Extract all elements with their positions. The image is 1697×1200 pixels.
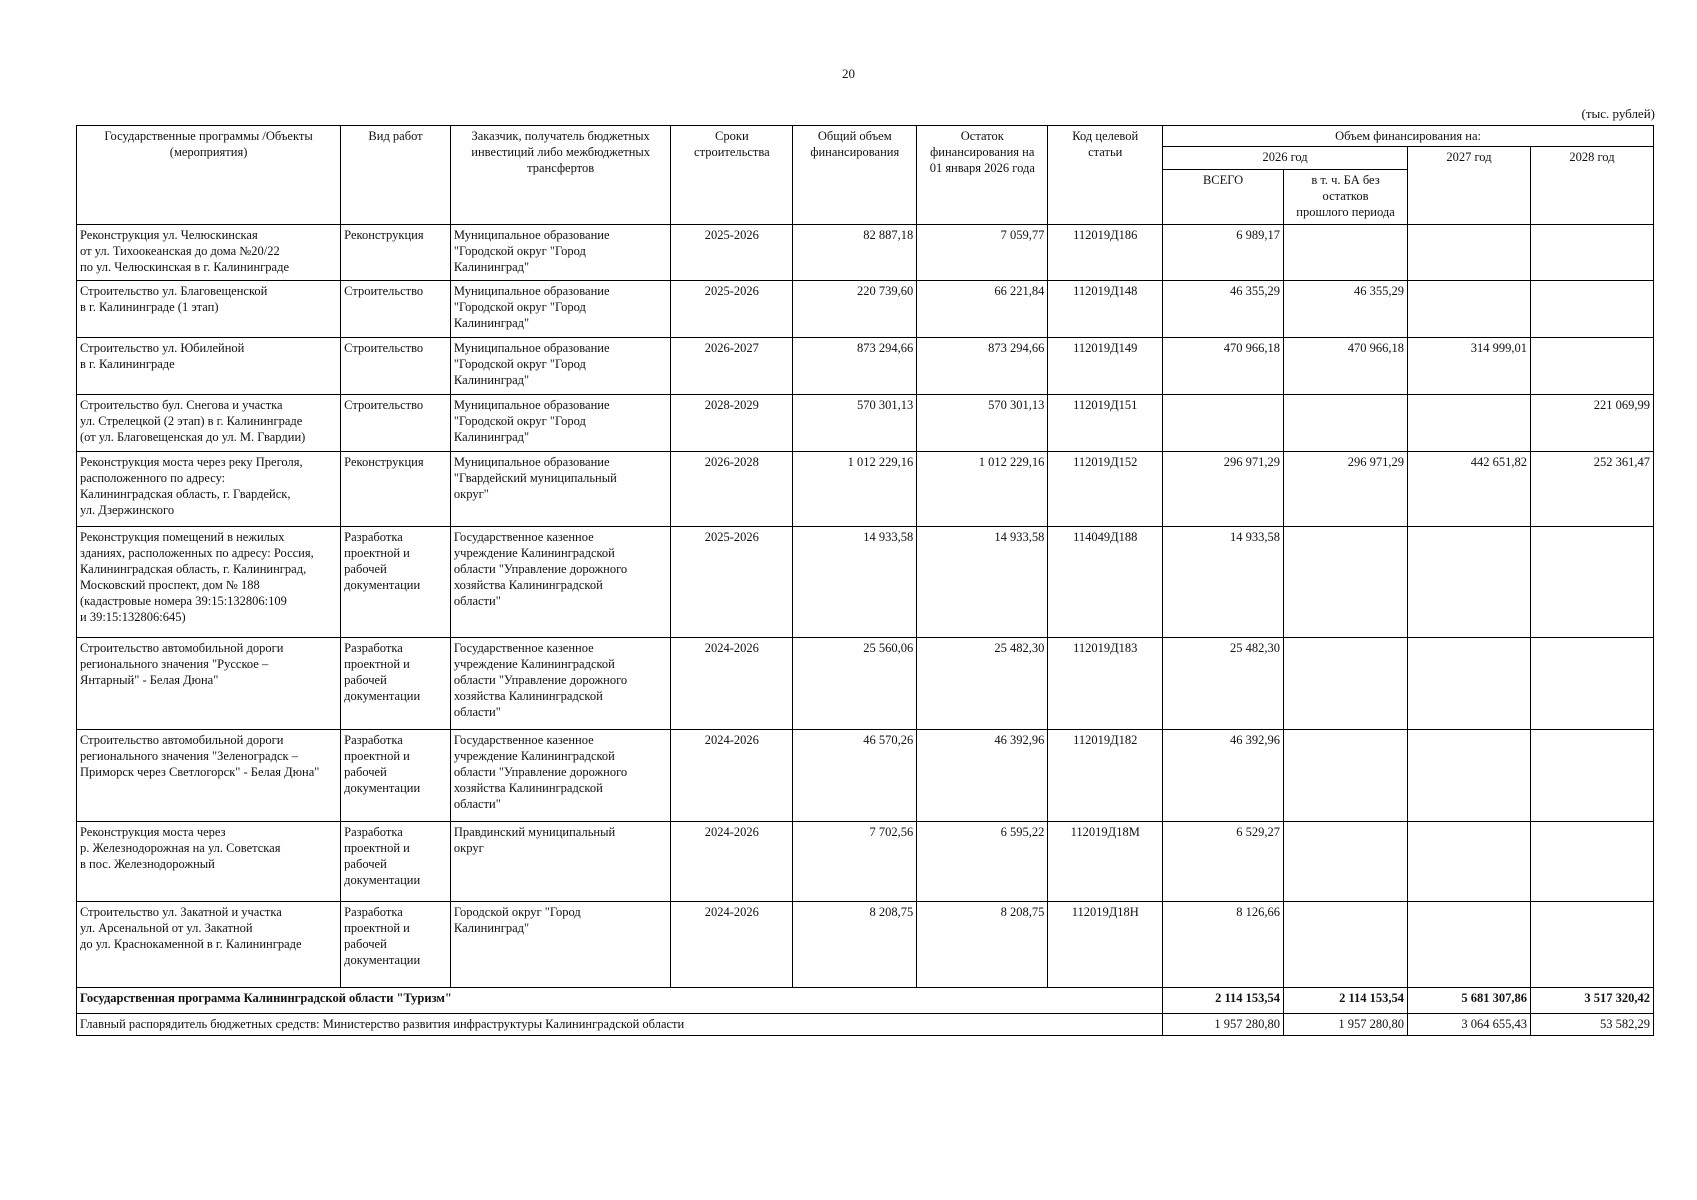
- year-2026-ba: [1284, 638, 1408, 730]
- header-remainder: Остаток финансирования на 01 января 2026 года: [917, 126, 1048, 225]
- budget-manager-label: Главный распорядитель бюджетных средств: Министерство развития инфраструктуры Калининградской области: [77, 1014, 1163, 1036]
- year-2027: [1408, 281, 1531, 338]
- remainder: 14 933,58: [917, 527, 1048, 638]
- object-name: Строительство автомобильной дороги регионального значения "Зеленоградск – Приморск через Светлогорск" - Белая Дюна": [77, 730, 341, 822]
- year-2028: 53 582,29: [1530, 1014, 1653, 1036]
- total-volume: 8 208,75: [793, 902, 917, 988]
- header-target-code: Код целевой статьи: [1048, 126, 1163, 225]
- customer: Муниципальное образование "Городской округ "Город Калининград": [450, 225, 670, 281]
- year-2028: [1530, 902, 1653, 988]
- year-2026-total: [1163, 395, 1284, 452]
- remainder: 570 301,13: [917, 395, 1048, 452]
- total-volume: 1 012 229,16: [793, 452, 917, 527]
- work-type: Строительство: [341, 395, 451, 452]
- construction-term: 2024-2026: [671, 730, 793, 822]
- year-2026-ba: 1 957 280,80: [1284, 1014, 1408, 1036]
- table-row: [77, 395, 1654, 452]
- header-total-volume: Общий объем финансирования: [793, 126, 917, 225]
- target-code: 112019Д182: [1048, 730, 1163, 822]
- work-type: Строительство: [341, 281, 451, 338]
- target-code: 112019Д152: [1048, 452, 1163, 527]
- work-type: Разработка проектной и рабочей документации: [341, 902, 451, 988]
- year-2027: [1408, 395, 1531, 452]
- target-code: 112019Д18М: [1048, 822, 1163, 902]
- object-name: Строительство бул. Снегова и участка ул. Стрелецкой (2 этап) в г. Калининграде (от ул. Благовещенская до ул. М. Гвардии): [77, 395, 341, 452]
- year-2026-ba: 470 966,18: [1284, 338, 1408, 395]
- year-2026-ba: 46 355,29: [1284, 281, 1408, 338]
- target-code: 112019Д151: [1048, 395, 1163, 452]
- year-2027: 314 999,01: [1408, 338, 1531, 395]
- customer: Муниципальное образование "Городской округ "Город Калининград": [450, 338, 670, 395]
- total-volume: 220 739,60: [793, 281, 917, 338]
- construction-term: 2024-2026: [671, 902, 793, 988]
- year-2027: [1408, 822, 1531, 902]
- program-total-label: Государственная программа Калининградской области "Туризм": [77, 988, 1163, 1014]
- table-row: [77, 822, 1654, 902]
- header-total: ВСЕГО: [1163, 170, 1284, 225]
- year-2026-ba: [1284, 822, 1408, 902]
- customer: Муниципальное образование "Гвардейский муниципальный округ": [450, 452, 670, 527]
- year-2026-total: 6 529,27: [1163, 822, 1284, 902]
- year-2028: [1530, 338, 1653, 395]
- target-code: 112019Д183: [1048, 638, 1163, 730]
- construction-term: 2024-2026: [671, 638, 793, 730]
- table-row: [77, 527, 1654, 638]
- year-2027: [1408, 902, 1531, 988]
- construction-term: 2026-2027: [671, 338, 793, 395]
- year-2028: [1530, 730, 1653, 822]
- object-name: Реконструкция моста через р. Железнодорожная на ул. Советская в пос. Железнодорожный: [77, 822, 341, 902]
- header-work-type: Вид работ: [341, 126, 451, 225]
- page-number: 20: [842, 66, 855, 81]
- remainder: 25 482,30: [917, 638, 1048, 730]
- work-type: Разработка проектной и рабочей документации: [341, 638, 451, 730]
- year-2026-ba: [1284, 527, 1408, 638]
- object-name: Реконструкция моста через реку Преголя, расположенного по адресу: Калининградская область, г. Гвардейск, ул. Дзержинского: [77, 452, 341, 527]
- table-row: [77, 730, 1654, 822]
- table-row: [77, 638, 1654, 730]
- work-type: Разработка проектной и рабочей документации: [341, 730, 451, 822]
- total-volume: 7 702,56: [793, 822, 917, 902]
- header-terms: Сроки строительства: [671, 126, 793, 225]
- construction-term: 2025-2026: [671, 225, 793, 281]
- total-volume: 25 560,06: [793, 638, 917, 730]
- remainder: 6 595,22: [917, 822, 1048, 902]
- total-volume: 82 887,18: [793, 225, 917, 281]
- object-name: Реконструкция ул. Челюскинская от ул. Тихоокеанская до дома №20/22 по ул. Челюскинская в г. Калининграде: [77, 225, 341, 281]
- year-2026-total: 8 126,66: [1163, 902, 1284, 988]
- year-2027: 5 681 307,86: [1408, 988, 1531, 1014]
- object-name: Строительство ул. Закатной и участка ул. Арсенальной от ул. Закатной до ул. Краснокаменной в г. Калининграде: [77, 902, 341, 988]
- year-2028: 221 069,99: [1530, 395, 1653, 452]
- table-row: [77, 225, 1654, 281]
- header-incl-ba: в т. ч. БА без остатков прошлого периода: [1284, 170, 1408, 225]
- work-type: Строительство: [341, 338, 451, 395]
- customer: Государственное казенное учреждение Калининградской области "Управление дорожного хозяйства Калининградской области": [450, 730, 670, 822]
- year-2026-total: 14 933,58: [1163, 527, 1284, 638]
- year-2027: 442 651,82: [1408, 452, 1531, 527]
- object-name: Строительство ул. Юбилейной в г. Калининграде: [77, 338, 341, 395]
- year-2026-total: 6 989,17: [1163, 225, 1284, 281]
- year-2028: [1530, 281, 1653, 338]
- unit-note: (тыс. рублей): [1581, 106, 1655, 121]
- summary-row-manager: [77, 1014, 1654, 1036]
- construction-term: 2028-2029: [671, 395, 793, 452]
- year-2027: 3 064 655,43: [1408, 1014, 1531, 1036]
- header-year-2026: 2026 год: [1163, 147, 1408, 170]
- total-volume: 873 294,66: [793, 338, 917, 395]
- work-type: Реконструкция: [341, 452, 451, 527]
- construction-term: 2024-2026: [671, 822, 793, 902]
- work-type: Разработка проектной и рабочей документации: [341, 527, 451, 638]
- customer: Муниципальное образование "Городской округ "Город Калининград": [450, 281, 670, 338]
- remainder: 8 208,75: [917, 902, 1048, 988]
- year-2027: [1408, 225, 1531, 281]
- year-2026-total: 46 355,29: [1163, 281, 1284, 338]
- year-2028: [1530, 822, 1653, 902]
- target-code: 112019Д186: [1048, 225, 1163, 281]
- target-code: 112019Д148: [1048, 281, 1163, 338]
- table-row: [77, 281, 1654, 338]
- customer: Государственное казенное учреждение Калининградской области "Управление дорожного хозяйства Калининградской области": [450, 638, 670, 730]
- customer: Правдинский муниципальный округ: [450, 822, 670, 902]
- header-programs: Государственные программы /Объекты (мероприятия): [77, 126, 341, 225]
- target-code: 112019Д18Н: [1048, 902, 1163, 988]
- target-code: 114049Д188: [1048, 527, 1163, 638]
- construction-term: 2025-2026: [671, 281, 793, 338]
- remainder: 873 294,66: [917, 338, 1048, 395]
- year-2028: 252 361,47: [1530, 452, 1653, 527]
- year-2026-ba: 296 971,29: [1284, 452, 1408, 527]
- table-row: [77, 902, 1654, 988]
- year-2026-total: 46 392,96: [1163, 730, 1284, 822]
- total-volume: 14 933,58: [793, 527, 917, 638]
- year-2028: 3 517 320,42: [1530, 988, 1653, 1014]
- construction-term: 2026-2028: [671, 452, 793, 527]
- year-2026-ba: [1284, 395, 1408, 452]
- customer: Городской округ "Город Калининград": [450, 902, 670, 988]
- year-2026-total: 25 482,30: [1163, 638, 1284, 730]
- year-2027: [1408, 638, 1531, 730]
- remainder: 1 012 229,16: [917, 452, 1048, 527]
- year-2026-ba: 2 114 153,54: [1284, 988, 1408, 1014]
- customer: Государственное казенное учреждение Калининградской области "Управление дорожного хозяйства Калининградской области": [450, 527, 670, 638]
- header-customer: Заказчик, получатель бюджетных инвестиций либо межбюджетных трансфертов: [450, 126, 670, 225]
- header-financing-volume: Объем финансирования на:: [1163, 126, 1654, 147]
- remainder: 46 392,96: [917, 730, 1048, 822]
- customer: Муниципальное образование "Городской округ "Город Калининград": [450, 395, 670, 452]
- year-2026-total: 296 971,29: [1163, 452, 1284, 527]
- summary-row-program: [77, 988, 1654, 1014]
- work-type: Реконструкция: [341, 225, 451, 281]
- year-2028: [1530, 527, 1653, 638]
- object-name: Реконструкция помещений в нежилых зданиях, расположенных по адресу: Россия, Калининградская область, г. Калининград, Московский проспект, дом № 188 (кадастровые номера 39:15:132806:109 и 39:15:132806:645): [77, 527, 341, 638]
- year-2028: [1530, 638, 1653, 730]
- table-row: [77, 452, 1654, 527]
- year-2026-ba: [1284, 225, 1408, 281]
- year-2026-total: 2 114 153,54: [1163, 988, 1284, 1014]
- year-2026-ba: [1284, 730, 1408, 822]
- remainder: 66 221,84: [917, 281, 1048, 338]
- year-2027: [1408, 527, 1531, 638]
- year-2026-total: 1 957 280,80: [1163, 1014, 1284, 1036]
- object-name: Строительство ул. Благовещенской в г. Калининграде (1 этап): [77, 281, 341, 338]
- financing-table: [76, 125, 1654, 1036]
- object-name: Строительство автомобильной дороги регионального значения "Русское – Янтарный" - Белая Дюна": [77, 638, 341, 730]
- year-2028: [1530, 225, 1653, 281]
- total-volume: 46 570,26: [793, 730, 917, 822]
- header-year-2027: 2027 год: [1408, 147, 1531, 225]
- table-row: [77, 338, 1654, 395]
- total-volume: 570 301,13: [793, 395, 917, 452]
- construction-term: 2025-2026: [671, 527, 793, 638]
- year-2026-total: 470 966,18: [1163, 338, 1284, 395]
- target-code: 112019Д149: [1048, 338, 1163, 395]
- header-year-2028: 2028 год: [1530, 147, 1653, 225]
- year-2026-ba: [1284, 902, 1408, 988]
- work-type: Разработка проектной и рабочей документации: [341, 822, 451, 902]
- remainder: 7 059,77: [917, 225, 1048, 281]
- year-2027: [1408, 730, 1531, 822]
